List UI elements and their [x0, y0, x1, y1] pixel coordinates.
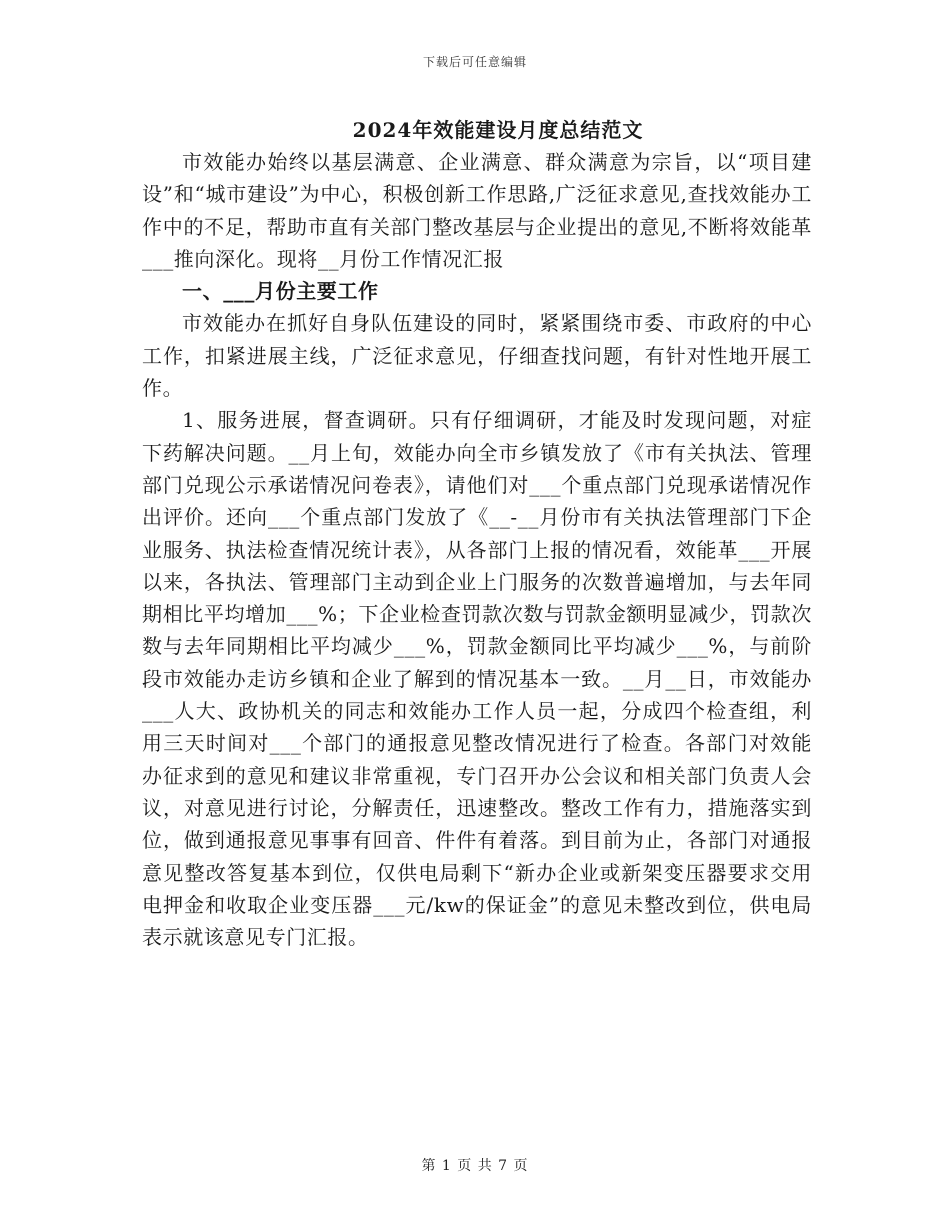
document-body: [142, 146, 812, 953]
section-heading: 一、___月份主要工作: [182, 279, 379, 304]
intro-paragraph: 市效能办始终以基层满意、企业满意、群众满意为宗旨，以“项目建设”和“城市建设”为中心，积极创新工作思路,广泛征求意见,查找效能办工作中的不足，帮助市直有关部门整改基层与企业提出的意见,不断将效能革___推向深化。现将__月份工作情况汇报: [142, 150, 812, 271]
section-paragraph: 市效能办在抓好自身队伍建设的同时，紧紧围绕市委、市政府的中心工作，扣紧进展主线，广泛征求意见，仔细查找问题，有针对性地开展工作。: [142, 311, 812, 401]
header-note: 下载后可任意编辑: [422, 55, 527, 69]
document-title: 2024年效能建设月度总结范文: [352, 118, 644, 142]
page-number: 第 1 页 共 7 页: [421, 1158, 529, 1174]
item-paragraph: 1、服务进展，督查调研。只有仔细调研，才能及时发现问题，对症下药解决问题。__月上旬，效能办向全市乡镇发放了《市有关执法、管理部门兑现公示承诺情况问卷表》，请他们对___个重点部门兑现承诺情况作出评价。还向___个重点部门发放了《__-__月份市有关执法管理部门下企业服务、执法检查情况统计表》，从各部门上报的情况看，效能革___开展以来，各执法、管理部门主动到企业上门服务的次数普遍增加，与去年同期相比平均增加___%；下企业检查罚款次数与罚款金额明显减少，罚款次数与去年同期相比平均减少___%，罚款金额同比平均减少___%，与前阶段市效能办走访乡镇和企业了解到的情况基本一致。__月__日，市效能办___人大、政协机关的同志和效能办工作人员一起，分成四个检查组，利用三天时间对___个部门的通报意见整改情况进行了检查。各部门对效能办征求到的意见和建议非常重视，专门召开办公会议和相关部门负责人会议，对意见进行讨论，分解责任，迅速整改。整改工作有力，措施落实到位，做到通报意见事事有回音、件件有着落。到目前为止，各部门对通报意见整改答复基本到位，仅供电局剩下“新办企业或新架变压器要求交用电押金和收取企业变压器___元/kw的保证金”的意见未整改到位，供电局表示就该意见专门汇报。: [142, 408, 812, 950]
